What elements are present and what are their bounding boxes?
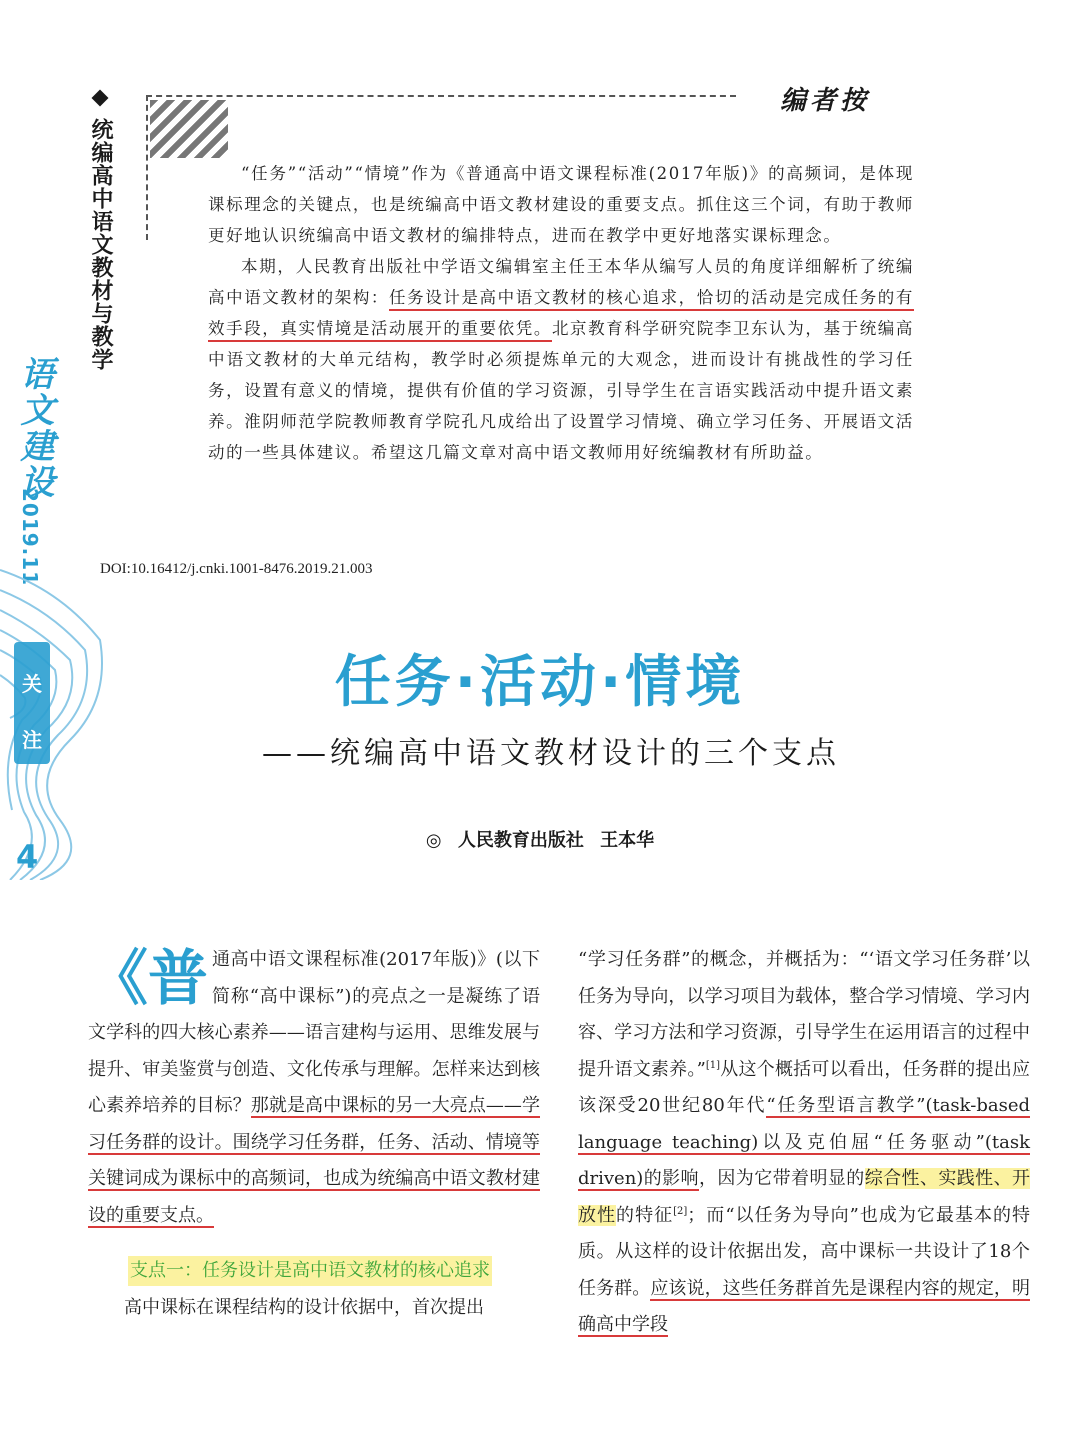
dropcap: 《普 — [88, 944, 208, 1014]
note-frame-left — [146, 95, 148, 240]
editor-note-p2-start: 本期，人民教育出版社中学语文编辑室主任王本华从编写人员的角度详细解析了统编高中语文教材的架构： — [208, 257, 914, 307]
note-frame-top — [146, 95, 736, 97]
right-text-d: 的特征 — [616, 1204, 674, 1226]
reference-1: [1] — [705, 1059, 721, 1071]
doi-line: DOI:10.16412/j.cnki.1001-8476.2019.21.003 — [100, 561, 373, 577]
reference-2: [2] — [673, 1205, 688, 1217]
hatch-pattern-icon — [150, 100, 228, 158]
series-label-text: 统编高中语文教材与教学 — [88, 118, 113, 371]
editor-note-paragraph-1: “任务”“活动”“情境”作为《普通高中语文课程标准(2017年版)》的高频词，是体现课标理念的关键点，也是统编高中语文教材建设的重要支点。抓住这三个词，有助于教师更好地认识统编高中语文教材的编排特点，进而在教学中更好地落实课标理念。 — [208, 164, 914, 245]
article-byline: ◎ 人民教育出版社 王本华 — [425, 830, 655, 851]
right-text-e: ；而“以任务为导向”也成为它最基本的特质。从这样的设计依据出发，高中课标一共设计了18个任务群。 — [578, 1204, 1031, 1299]
magazine-name: 语文建设 — [14, 356, 54, 500]
article-title: 任务·活动·情境 — [334, 650, 746, 715]
page-number: 4 — [16, 838, 39, 876]
body-column-left — [88, 942, 540, 1326]
body-column-right — [578, 942, 1030, 1344]
intro-text: 通高中语文课程标准(2017年版)》(以下简称“高中课标”)的亮点之一是凝练了语文学科的四大核心素养——语言建构与运用、思维发展与提升、审美鉴赏与创造、文化传承与理解。怎样来达到核心素养培养的目标？ — [88, 949, 540, 1116]
section-heading-1: 支点一：任务设计是高中语文教材的核心追求 — [128, 1256, 492, 1286]
magazine-issue: 2019.11 — [18, 488, 42, 587]
intro-underlined-text: 那就是高中课标的另一大亮点——学习任务群的设计。围绕学习任务群，任务、活动、情境等关键词成为课标中的高频词，也成为统编高中语文教材建设的重要支点。 — [88, 1095, 541, 1226]
article-subtitle: ——统编高中语文教材设计的三个支点 — [262, 736, 840, 771]
highlighted-features: 综合性、实践性、开放性 — [578, 1168, 1031, 1226]
editor-note-body — [208, 158, 914, 468]
intro-paragraph — [88, 942, 540, 1234]
right-text-b: 从这个概括可以看出，任务群的提出应该深受20世纪80年代 — [578, 1058, 1030, 1116]
right-text-a: “学习任务群”的概念，并概括为：“‘语文学习任务群’以任务为导向，以学习项目为载体，整合学习情境、学习内容、学习方法和学习资源，引导学生在运用语言的过程中提升语文素养。” — [578, 949, 1030, 1080]
editor-note-heading: 编者按 — [780, 86, 871, 116]
column-tag: 关注 — [22, 672, 42, 752]
editor-note-paragraph-2 — [208, 251, 914, 468]
right-underlined-text-2: 应该说，这些任务群首先是课程内容的规定，明确高中学段 — [578, 1277, 1031, 1335]
diamond-icon — [92, 90, 109, 107]
editor-note-p2-end: 北京教育科学研究院李卫东认为，基于统编高中语文教材的大单元结构，教学时必须提炼单元的大观念，进而设计有挑战性的学习任务，设置有意义的情境，提供有价值的学习资源，引导学生在言语实践活动中提升语文素养。淮阴师范学院教师教育学院孔凡成给出了设置学习情境、确立学习任务、开展语文活动的一些具体建议。希望这几篇文章对高中语文教师用好统编教材有所助益。 — [208, 319, 914, 462]
continued-paragraph — [578, 942, 1030, 1344]
right-text-c: ，因为它带着明显的 — [698, 1168, 865, 1189]
section-paragraph: 高中课标在课程结构的设计依据中，首次提出 — [124, 1296, 484, 1318]
series-label — [86, 92, 116, 371]
editor-note-underlined-quote: 任务设计是高中语文教材的核心追求，恰切的活动是完成任务的有效手段，真实情境是活动展开的重要依凭。 — [208, 288, 914, 342]
right-underlined-text-1: “任务型语言教学”(task-based language teaching)以及克伯屈“任务驱动”(task driven)的影响 — [578, 1095, 1031, 1189]
